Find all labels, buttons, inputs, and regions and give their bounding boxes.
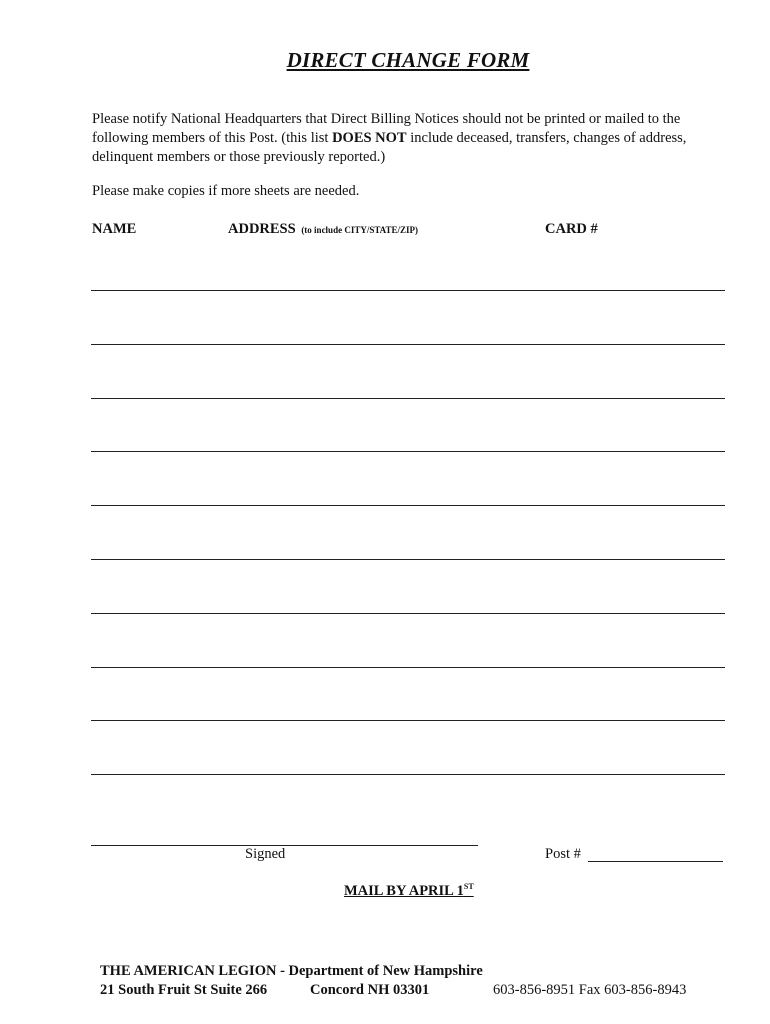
column-header-address — [228, 221, 418, 238]
entry-line[interactable] — [91, 451, 725, 452]
entry-line[interactable] — [91, 344, 725, 345]
intro-paragraph — [92, 110, 732, 167]
post-number-line[interactable] — [588, 861, 723, 862]
column-header-card: CARD # — [545, 221, 598, 237]
entry-line[interactable] — [91, 398, 725, 399]
entry-line[interactable] — [91, 290, 725, 291]
footer-phone-fax: 603-856-8951 Fax 603-856-8943 — [493, 982, 687, 998]
column-header-address-note: (to include CITY/STATE/ZIP) — [301, 225, 418, 235]
mail-deadline-suffix: ST — [463, 882, 474, 891]
column-header-name: NAME — [92, 221, 137, 237]
footer-street: 21 South Fruit St Suite 266 — [100, 982, 268, 998]
mail-deadline-text: MAIL BY APRIL 1 — [344, 883, 464, 899]
form-title: DIRECT CHANGE FORM — [286, 48, 530, 72]
footer-city: Concord NH 03301 — [310, 982, 430, 998]
intro-text-start: Please notify National Headquarters that Direct Billing Notices should not be printed or mailed to the following members of this Post. (this list — [92, 111, 681, 146]
entry-line[interactable] — [91, 774, 725, 775]
entry-line[interactable] — [91, 667, 725, 668]
column-header-address-label: ADDRESS — [228, 221, 296, 237]
footer-organization: THE AMERICAN LEGION - Department of New Hampshire — [100, 963, 483, 979]
entry-line[interactable] — [91, 559, 725, 560]
signed-label: Signed — [245, 846, 286, 862]
intro-text-end: include deceased, transfers, changes of address, delinquent members or those previously reported.) — [92, 130, 687, 165]
post-number-label: Post # — [545, 846, 581, 862]
mail-deadline — [344, 882, 474, 900]
entry-line[interactable] — [91, 613, 725, 614]
copies-note: Please make copies if more sheets are needed. — [92, 183, 360, 199]
entry-line[interactable] — [91, 505, 725, 506]
entry-line[interactable] — [91, 720, 725, 721]
intro-emphasis: DOES NOT — [332, 130, 407, 146]
